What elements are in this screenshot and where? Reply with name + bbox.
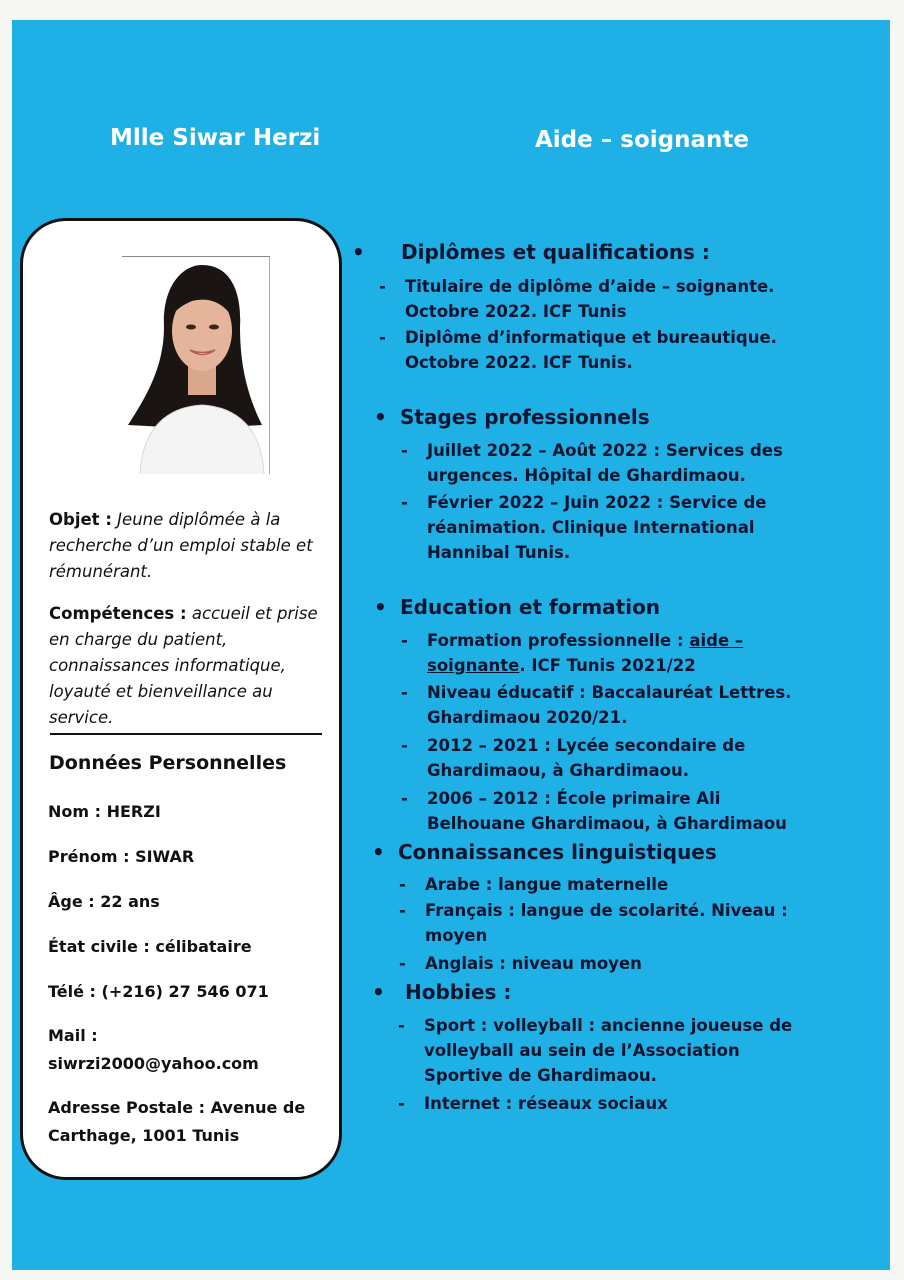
mail-label: Mail : (48, 1026, 98, 1045)
list-item: - Titulaire de diplôme d’aide – soignante. Octobre 2022. ICF Tunis (379, 277, 775, 321)
section-internships-title: • Stages professionnels (374, 405, 650, 429)
skills-block (49, 601, 321, 731)
section-hobbies-title: • Hobbies : (372, 980, 512, 1004)
postal-address: Adresse Postale : Avenue de Carthage, 1001 Tunis (48, 1098, 306, 1145)
list-item: - 2012 – 2021 : Lycée secondaire de Ghardimaou, à Ghardimaou. (401, 736, 746, 780)
profile-photo (122, 256, 270, 474)
objective-text: Jeune diplômée à la recherche d’un emploi stable et rémunérant. (49, 510, 313, 581)
list-item: - Arabe : langue maternelle (399, 875, 669, 894)
section-diplomas-title: • Diplômes et qualifications : (352, 240, 710, 264)
list-item: - 2006 – 2012 : École primaire Ali Belhouane Ghardimaou, à Ghardimaou (401, 789, 787, 833)
candidate-name: Mlle Siwar Herzi (110, 125, 321, 151)
first-name: Prénom : SIWAR (48, 847, 195, 866)
divider (50, 733, 322, 735)
email[interactable]: siwrzi2000@yahoo.com (48, 1054, 259, 1073)
list-item: - Niveau éducatif : Baccalauréat Lettres. Ghardimaou 2020/21. (401, 683, 792, 727)
skills-label: Compétences : (49, 604, 187, 623)
list-item: - Février 2022 – Juin 2022 : Service de réanimation. Clinique International Hannibal Tunis. (401, 493, 767, 562)
list-item: - Français : langue de scolarité. Niveau : moyen (399, 901, 788, 945)
last-name: Nom : HERZI (48, 802, 161, 821)
objective-label: Objet : (49, 510, 112, 529)
list-item: - Anglais : niveau moyen (399, 954, 642, 973)
list-item: - Sport : volleyball : ancienne joueuse de volleyball au sein de l’Association Sportive de Ghardimaou. (398, 1016, 793, 1085)
objective-block (49, 507, 321, 585)
personal-data-title: Données Personnelles (49, 752, 287, 774)
course-link: aide – soignante (427, 631, 744, 675)
list-item: - Formation professionnelle : aide – soignante. ICF Tunis 2021/22 (401, 631, 744, 675)
list-item: - Diplôme d’informatique et bureautique. Octobre 2022. ICF Tunis. (379, 328, 777, 372)
portrait-image (122, 257, 270, 474)
phone: Télé : (+216) 27 546 071 (48, 982, 269, 1001)
section-languages-title: • Connaissances linguistiques (372, 840, 717, 864)
age: Âge : 22 ans (48, 892, 160, 911)
section-education-title: • Education et formation (374, 595, 661, 619)
list-item: - Juillet 2022 – Août 2022 : Services des urgences. Hôpital de Ghardimaou. (401, 441, 783, 485)
skills-text: accueil et prise en charge du patient, connaissances informatique, loyauté et bienveillance au service. (49, 604, 318, 727)
list-item: - Internet : réseaux sociaux (398, 1094, 668, 1113)
job-title: Aide – soignante (535, 127, 749, 153)
civil-status: État civile : célibataire (48, 937, 252, 956)
